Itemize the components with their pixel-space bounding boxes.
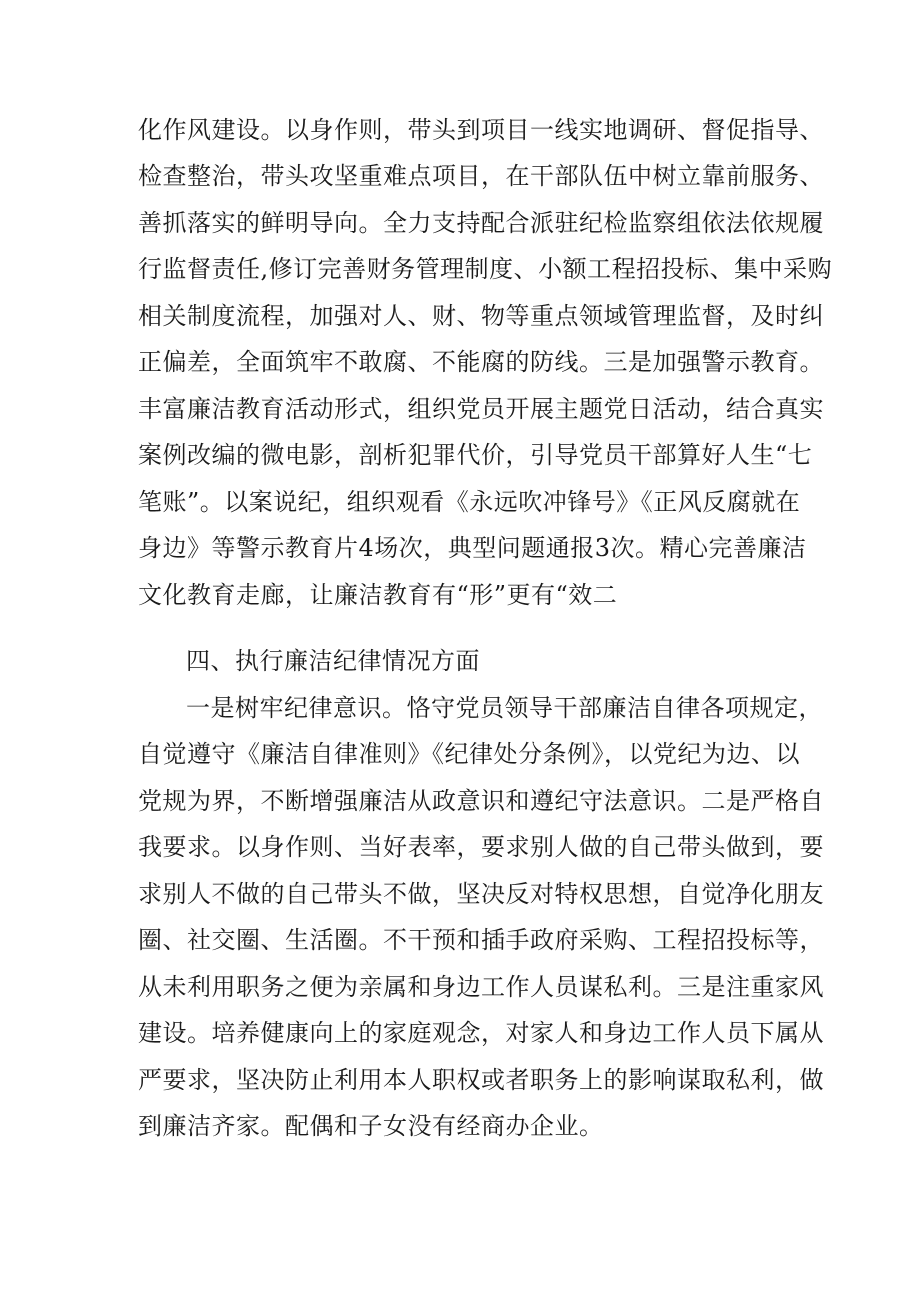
paragraph-line: 党规为界，不断增强廉洁从政意识和遵纪守法意识。二是严格自 [138, 787, 824, 815]
paragraph-line: 行监督责任,修订完善财务管理制度、小额工程招投标、集中采购 [138, 255, 833, 283]
paragraph-line: 化作风建设。以身作则，带头到项目一线实地调研、督促指导、 [138, 116, 824, 144]
section-heading: 四、执行廉洁纪律情况方面 [186, 647, 480, 675]
paragraph-line: 正偏差，全面筑牢不敢腐、不能腐的防线。三是加强警示教育。 [138, 348, 824, 376]
paragraph-line: 求别人不做的自己带头不做，坚决反对特权思想，自觉净化朋友 [138, 880, 824, 908]
paragraph-line: 丰富廉洁教育活动形式，组织党员开展主题党日活动，结合真实 [138, 395, 824, 423]
paragraph-line: 笔账”。以案说纪，组织观看《永远吹冲锋号》《正风反腐就在 [138, 488, 801, 516]
paragraph-line: 从未利用职务之便为亲属和身边工作人员谋私利。三是注重家风 [138, 973, 824, 1001]
paragraph-line: 到廉洁齐家。配偶和子女没有经商办企业。 [138, 1112, 604, 1140]
paragraph-line: 身边》等警示教育片4场次，典型问题通报3次。精心完善廉洁 [138, 534, 807, 562]
paragraph-line: 善抓落实的鲜明导向。全力支持配合派驻纪检监察组依法依规履 [138, 209, 824, 237]
paragraph-line: 检查整治，带头攻坚重难点项目，在干部队伍中树立靠前服务、 [138, 162, 824, 190]
paragraph-line: 相关制度流程，加强对人、财、物等重点领域管理监督，及时纠 [138, 302, 824, 330]
paragraph-line: 一是树牢纪律意识。恪守党员领导干部廉洁自律各项规定， [186, 694, 823, 722]
paragraph-line: 圈、社交圈、生活圈。不干预和插手政府采购、工程招投标等， [138, 926, 824, 954]
paragraph-line: 自觉遵守《廉洁自律准则》《纪律处分条例》，以党纪为边、以 [138, 740, 800, 768]
paragraph-line: 文化教育走廊，让廉洁教育有“形”更有“效二 [138, 581, 618, 609]
paragraph-line: 建设。培养健康向上的家庭观念，对家人和身边工作人员下属从 [138, 1019, 824, 1047]
paragraph-line: 我要求。以身作则、当好表率，要求别人做的自己带头做到，要 [138, 833, 824, 861]
paragraph-line: 案例改编的微电影，剖析犯罪代价，引导党员干部算好人生“七 [138, 441, 813, 469]
paragraph-line: 严要求，坚决防止利用本人职权或者职务上的影响谋取私利，做 [138, 1066, 824, 1094]
